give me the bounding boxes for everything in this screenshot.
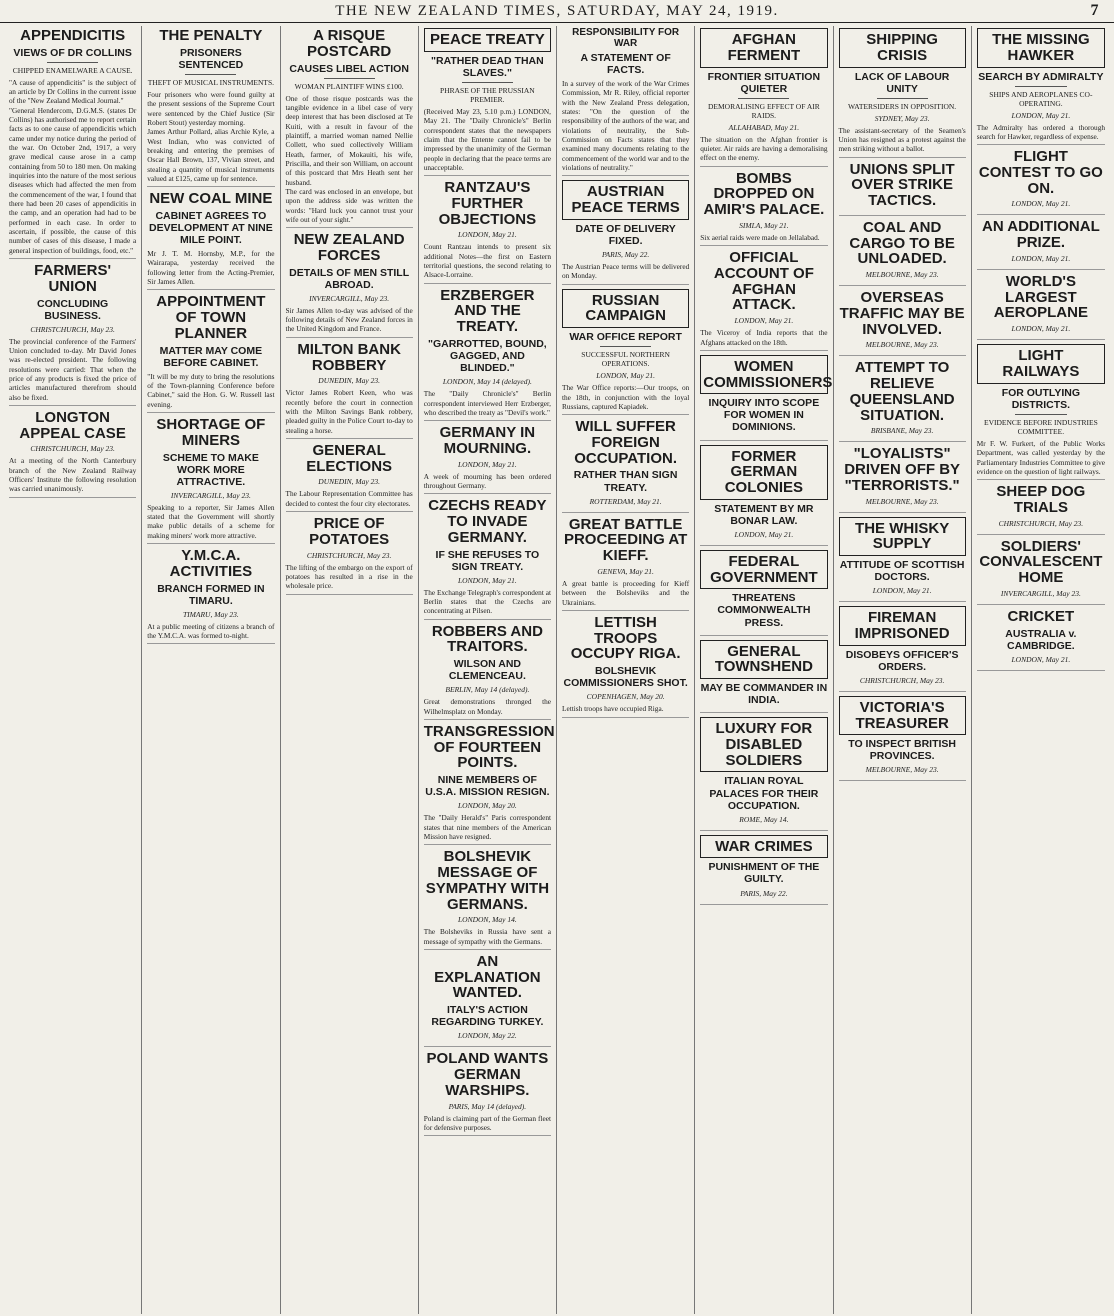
article — [562, 289, 689, 416]
divider — [1015, 86, 1066, 87]
divider — [324, 78, 375, 79]
article-subheading: WATERSIDERS IN OPPOSITION. — [848, 101, 957, 111]
article — [147, 191, 274, 290]
article-dateline: LONDON, May 21. — [457, 575, 517, 585]
masthead-title: THE NEW ZEALAND TIMES, SATURDAY, MAY 24, 1919. — [335, 2, 779, 19]
article — [700, 550, 827, 636]
article-dateline: LONDON, May 21. — [457, 230, 517, 240]
article — [562, 615, 689, 718]
article-paragraph: The "Daily Chronicle's" Berlin correspondent interviewed Herr Erzberger, who described the treaty as "Devil's work." — [423, 389, 551, 417]
article-headline: LIGHT RAILWAYS — [977, 344, 1105, 384]
article-headline: OFFICIAL ACCOUNT OF AFGHAN ATTACK. — [713, 249, 814, 314]
article — [700, 640, 827, 714]
article-deck: VIEWS OF DR COLLINS — [13, 46, 132, 59]
article-headline: APPENDICITIS — [20, 27, 126, 44]
article-headline: PRICE OF POTATOES — [309, 515, 390, 548]
article — [700, 717, 827, 830]
article-paragraph: Sir James Allen to-day was advised of the following details of New Zealand forces in the United Kingdom and France. — [285, 305, 413, 334]
article-deck: THREATENS COMMONWEALTH PRESS. — [717, 592, 811, 629]
article-paragraph: Four prisoners who were found guilty at the present sessions of the Supreme Court were sentenced by the Chief Justice (Sir Robert Stout) yesterday morning. — [147, 89, 275, 127]
column-6 — [695, 26, 833, 1314]
article-deck: WAR OFFICE REPORT — [569, 331, 682, 344]
article-paragraph: The Viceroy of India reports that the Afghans attacked on the 18th. — [700, 328, 828, 347]
article-dateline: LONDON, May 21. — [1011, 253, 1071, 263]
column-2 — [142, 26, 280, 1314]
column-3 — [281, 26, 419, 1314]
article-deck: MAY BE COMMANDER IN INDIA. — [700, 682, 828, 707]
article-paragraph: At a public meeting of citizens a branch of the Y.M.C.A. was formed to-night. — [147, 621, 275, 641]
article-headline: RESPONSIBILITY FOR WAR — [572, 27, 680, 49]
article-dateline: CHRISTCHURCH, May 23. — [30, 444, 115, 454]
article-deck: CONCLUDING BUSINESS. — [37, 297, 109, 322]
article-headline: THE MISSING HAWKER — [977, 28, 1105, 68]
article-headline: THE PENALTY — [159, 27, 263, 44]
article-dateline: LONDON, May 22. — [457, 1031, 517, 1041]
article — [424, 180, 551, 284]
article-deck: BOLSHEVIK COMMISSIONERS SHOT. — [563, 665, 688, 690]
article-deck: "RATHER DEAD THAN SLAVES." — [431, 54, 544, 79]
article-headline: THE WHISKY SUPPLY — [839, 517, 966, 557]
article-paragraph: The assistant-secretary of the Seamen's Union has resigned as a protest against the men striking without a ballot. — [838, 125, 966, 154]
article-headline: ATTEMPT TO RELIEVE QUEENSLAND SITUATION. — [849, 359, 955, 424]
article-paragraph: Six aerial raids were made on Jellalabad. — [700, 232, 820, 242]
article-paragraph: The Bolsheviks in Russia have sent a message of sympathy with the Germans. — [423, 927, 551, 946]
article-paragraph: Great demonstrations thronged the Wilhelmsplatz on Monday. — [423, 697, 551, 716]
article-deck: FOR OUTLYING DISTRICTS. — [1001, 386, 1081, 411]
article-deck: LACK OF LABOUR UNITY — [854, 70, 950, 95]
article-deck: INQUIRY INTO SCOPE FOR WOMEN IN DOMINIONS. — [708, 397, 820, 434]
article — [839, 162, 966, 216]
article — [424, 954, 551, 1047]
column-7 — [834, 26, 972, 1314]
article — [562, 180, 689, 284]
article-dateline: LONDON, May 21. — [1011, 324, 1071, 334]
article — [977, 28, 1105, 145]
article — [147, 548, 274, 644]
article-paragraph: Victor James Robert Keen, who was recently before the court in connection with the Milton Savings Bank robbery, pleaded guilty in the Police Court to-day to stealing a horse. — [285, 388, 413, 435]
article-dateline: MELBOURNE, May 23. — [865, 340, 939, 350]
masthead — [0, 0, 1114, 23]
article-headline: AUSTRIAN PEACE TERMS — [562, 180, 689, 220]
article-dateline: ALLAHABAD, May 21. — [728, 122, 800, 132]
article-paragraph: (Received May 23, 5.10 p.m.) LONDON, May 21. The "Daily Chronicle's" Berlin correspondent states that the newspapers claim that the Entente cannot fail to be impressed by the unanimity of the German people in declaring that the peace terms are unacceptable. — [423, 106, 551, 172]
article-paragraph: The provincial conference of the Farmers' Union concluded to-day. Mr David Jones was re-elected president. The following resolutions were carried: That when the price of any products is fixed the price of articles manufactured therefrom should also be fixed. — [9, 336, 137, 402]
article-dateline: LONDON, May 21. — [734, 529, 794, 539]
article-subheading: THEFT OF MUSICAL INSTRUMENTS. — [147, 77, 274, 87]
article — [424, 425, 551, 494]
article — [424, 288, 551, 421]
article-dateline: PARIS, May 22. — [601, 250, 650, 260]
article-headline: "LOYALISTS" DRIVEN OFF BY "TERRORISTS." — [844, 445, 961, 494]
article-dateline: CHRISTCHURCH, May 23. — [30, 324, 115, 334]
column-8 — [972, 26, 1110, 1314]
article-paragraph: James Arthur Pollard, alias Archie Kyle, a West Indian, who was convicted of breaking and entering the premises of Oscar Hall Brown, 137, Vivian street, and stealing a quantity of musical instruments valued at £125, came up for sentence. — [147, 127, 275, 183]
article-dateline: MELBOURNE, May 23. — [865, 496, 939, 506]
article-deck: WILSON AND CLEMENCEAU. — [448, 658, 526, 683]
article — [286, 28, 413, 228]
article-headline: GENERAL ELECTIONS — [306, 441, 393, 475]
article — [286, 443, 413, 512]
article — [423, 722, 555, 845]
article-subheading: PHRASE OF THE PRUSSIAN PREMIER. — [440, 85, 535, 104]
article-dateline: LONDON, May 20. — [457, 801, 517, 811]
article-headline: TRANSGRESSION OF FOURTEEN POINTS. — [423, 722, 555, 772]
article — [700, 445, 827, 546]
page-number: 7 — [1090, 2, 1100, 19]
article-paragraph: A week of mourning has been ordered throughout Germany. — [423, 471, 551, 490]
article-headline: Y.M.C.A. ACTIVITIES — [169, 547, 253, 580]
article-paragraph: The Admiralty has ordered a thorough search for Hawker, regardless of expense. — [976, 122, 1105, 141]
column-4 — [419, 26, 557, 1314]
article-dateline: PARIS, May 22. — [740, 888, 788, 898]
article-dateline: SYDNEY, May 23. — [874, 113, 930, 123]
divider — [1015, 414, 1066, 415]
article-deck: ATTITUDE OF SCOTTISH DOCTORS. — [839, 559, 965, 584]
article-headline: NEW COAL MINE — [149, 190, 273, 208]
article-dateline: LONDON, May 21. — [1011, 199, 1071, 209]
column-5 — [557, 26, 695, 1314]
article-headline: FARMERS' UNION — [34, 262, 112, 295]
article-dateline: PARIS, May 14 (delayed). — [448, 1101, 527, 1111]
article-deck: SEARCH BY ADMIRALTY — [978, 70, 1104, 83]
article-paragraph: Lettish troops have occupied Riga. — [562, 704, 664, 714]
article-subheading: DEMORALISING EFFECT OF AIR RAIDS. — [708, 101, 820, 120]
article — [700, 835, 827, 905]
article-paragraph: "It will be my duty to bring the resolutions of the Town-planning Conference before Cabinet," said the Hon. G. W. Russell last evening. — [147, 371, 275, 409]
article-headline: FIREMAN IMPRISONED — [839, 606, 966, 646]
article-dateline: DUNEDIN, May 23. — [318, 376, 380, 386]
article-paragraph: The card was enclosed in an envelope, but upon the address side was written the words: "Hard luck you cannot trust your wife out of your sight." — [285, 186, 413, 224]
article-headline: LUXURY FOR DISABLED SOLDIERS — [700, 717, 827, 772]
article — [839, 606, 966, 692]
article-deck: SCHEME TO MAKE WORK MORE ATTRACTIVE. — [162, 451, 259, 488]
article-headline: OVERSEAS TRAFFIC MAY BE INVOLVED. — [839, 289, 965, 338]
article-headline: POLAND WANTS GERMAN WARSHIPS. — [426, 1050, 549, 1099]
divider — [738, 98, 789, 99]
article — [977, 344, 1105, 480]
article — [839, 360, 966, 442]
article — [977, 219, 1105, 270]
article — [700, 355, 833, 441]
article-deck: IF SHE REFUSES TO SIGN TREATY. — [435, 548, 540, 573]
article-headline: ERZBERGER AND THE TREATY. — [440, 286, 535, 336]
article-deck: ITALIAN ROYAL PALACES FOR THEIR OCCUPATION. — [709, 775, 819, 812]
article — [700, 250, 827, 351]
article-headline: MILTON BANK ROBBERY — [297, 340, 401, 374]
article-headline: RANTZAU'S FURTHER OBJECTIONS — [438, 179, 537, 228]
article — [977, 484, 1105, 535]
article-dateline: TIMARU, May 23. — [182, 609, 239, 619]
article-deck: CAUSES LIBEL ACTION — [289, 62, 409, 75]
article — [562, 28, 689, 176]
article-dateline: LONDON, May 21. — [457, 459, 517, 469]
article — [977, 539, 1105, 605]
article-deck: MATTER MAY COME BEFORE CABINET. — [159, 344, 263, 369]
article-deck: "GARROTTED, BOUND, GAGGED, AND BLINDED." — [428, 337, 547, 375]
article-dateline: MELBOURNE, May 23. — [865, 270, 939, 280]
article-paragraph: The lifting of the embargo on the export of potatoes has resulted in a rise in the wholesale price. — [285, 562, 413, 591]
article — [977, 274, 1105, 340]
article-deck: AUSTRALIA v. CAMBRIDGE. — [1005, 627, 1077, 652]
article-paragraph: At a meeting of the North Canterbury branch of the New Zealand Railway Officers' Institute the following resolution was carried unanimously. — [9, 456, 137, 494]
article — [839, 696, 966, 782]
article-headline: SOLDIERS' CONVALESCENT HOME — [979, 537, 1103, 587]
article-paragraph: "A cause of appendicitis" is the subject of an article by Dr Collins in the current issue of the "New Zealand Medical Journal." — [9, 77, 137, 106]
article — [839, 290, 966, 356]
article-paragraph: Count Rantzau intends to present six additional Notes—the first on Eastern territorial questions, the second relating to Alsace-Lorraine. — [423, 242, 551, 280]
article — [286, 516, 413, 594]
article — [9, 410, 136, 498]
article-subheading: SHIPS AND AEROPLANES CO-OPERATING. — [989, 89, 1093, 108]
article-headline: FLIGHT CONTEST TO GO ON. — [978, 148, 1103, 197]
article-subheading: CHIPPED ENAMELWARE A CAUSE. — [12, 65, 133, 75]
article-paragraph: The situation on the Afghan frontier is quieter. Air raids are having a demoralising effect on the enemy. — [700, 134, 828, 163]
article-headline: GERMANY IN MOURNING. — [439, 424, 536, 457]
article-headline: AN EXPLANATION WANTED. — [434, 952, 541, 1002]
article-dateline: GENEVA, May 21. — [597, 566, 654, 576]
article-deck: ITALY'S ACTION REGARDING TURKEY. — [431, 1004, 544, 1029]
article-dateline: COPENHAGEN, May 20. — [586, 692, 665, 702]
article-dateline: MELBOURNE, May 23. — [865, 765, 939, 775]
article — [9, 263, 136, 406]
article-dateline: BERLIN, May 14 (delayed). — [445, 685, 530, 695]
article-headline: SHORTAGE OF MINERS — [156, 416, 266, 449]
article-dateline: CHRISTCHURCH, May 23. — [998, 518, 1084, 528]
article-headline: ROBBERS AND TRAITORS. — [431, 622, 543, 656]
article-headline: COAL AND CARGO TO BE UNLOADED. — [849, 218, 955, 268]
article-paragraph: The War Office reports:—Our troops, on the 18th, in conjunction with the loyal Russians, captured Kapiadek. — [562, 383, 690, 411]
article — [147, 417, 274, 544]
article-deck: RATHER THAN SIGN TREATY. — [573, 469, 678, 494]
article-deck: CABINET AGREES TO DEVELOPMENT AT NINE MILE POINT. — [149, 209, 273, 247]
article-dateline: LONDON, May 21. — [734, 316, 794, 326]
article — [9, 28, 136, 259]
article-headline: WILL SUFFER FOREIGN OCCUPATION. — [574, 418, 678, 467]
article-dateline: ROME, May 14. — [739, 814, 789, 824]
article-paragraph: Mr J. T. M. Hornsby, M.P., for the Wairarapa, yesterday received the following letter from the Acting-Premier, Sir James Allen. — [147, 249, 275, 287]
column-1 — [4, 26, 142, 1314]
article-headline: LETTISH TROOPS OCCUPY RIGA. — [570, 613, 681, 663]
article — [424, 28, 551, 176]
article-headline: NEW ZEALAND FORCES — [293, 231, 405, 264]
article-headline: SHEEP DOG TRIALS — [996, 483, 1086, 516]
article-dateline: LONDON, May 14 (delayed). — [442, 377, 532, 387]
article-dateline: LONDON, May 14. — [457, 915, 517, 925]
article-headline: FORMER GERMAN COLONIES — [700, 445, 827, 500]
article-dateline: CHRISTCHURCH, May 23. — [306, 550, 392, 560]
article-paragraph: The "Daily Herald's" Paris correspondent states that nine members of the American Mission have resigned. — [423, 813, 551, 841]
article — [286, 232, 413, 338]
article — [424, 1051, 551, 1136]
article-paragraph: A great battle is proceeding for Kieff between the Bolsheviks and the Ukrainians. — [562, 578, 690, 607]
article — [839, 446, 966, 512]
article-dateline: INVERCARGILL, May 23. — [1000, 588, 1081, 598]
article-paragraph: The Austrian Peace terms will be delivered on Monday. — [562, 262, 690, 281]
article-dateline: LONDON, May 21. — [1011, 110, 1071, 120]
article-headline: GREAT BATTLE PROCEEDING AT KIEFF. — [563, 515, 688, 565]
article-dateline: LONDON, May 21. — [872, 586, 932, 596]
article-headline: GENERAL TOWNSHEND — [700, 640, 827, 680]
article-dateline: BRISBANE, May 23. — [870, 426, 934, 436]
article-paragraph: Speaking to a reporter, Sir James Allen stated that the Government will shortly make public details of a scheme for making miners' work more attractive. — [147, 502, 275, 540]
article — [839, 517, 966, 603]
article-dateline: INVERCARGILL, May 23. — [170, 490, 251, 500]
article — [147, 28, 274, 187]
article-headline: CRICKET — [1007, 607, 1075, 625]
article-headline: UNIONS SPLIT OVER STRIKE TACTICS. — [849, 160, 955, 210]
article-dateline: ROTTERDAM, May 21. — [589, 496, 662, 506]
article-deck: TO INSPECT BRITISH PROVINCES. — [848, 738, 956, 763]
article — [562, 517, 689, 611]
article-paragraph: Poland is claiming part of the German fleet for defensive purposes. — [423, 1113, 551, 1132]
article-paragraph: One of those risque postcards was the tangible evidence in a libel case of very deep interest that has been disclosed at Te Kuiti, with a result in favour of the plaintiff, a married woman named Nellie Collett, who sued collectively William Heath, farmer, of Mokauiti, his wife, Priscilla, and their son William, on account of this postcard that Mrs Heath sent her husband. — [285, 93, 413, 187]
divider — [47, 62, 98, 63]
article — [147, 294, 274, 413]
article-deck: DATE OF DELIVERY FIXED. — [575, 222, 676, 247]
divider — [462, 82, 513, 83]
article — [424, 624, 551, 720]
article-deck: A STATEMENT OF FACTS. — [580, 52, 671, 77]
article-headline: WORLD'S LARGEST AEROPLANE — [993, 272, 1088, 322]
article-paragraph: The Exchange Telegraph's correspondent at Berlin states that the Czechs are concentrating at Pilsen. — [423, 587, 551, 616]
article-headline: SHIPPING CRISIS — [839, 28, 966, 68]
article — [424, 849, 551, 950]
article-deck: NINE MEMBERS OF U.S.A. MISSION RESIGN. — [425, 774, 550, 799]
article — [839, 28, 966, 158]
article-deck: BRANCH FORMED IN TIMARU. — [157, 582, 265, 607]
divider — [600, 346, 651, 347]
article-subheading: SUCCESSFUL NORTHERN OPERATIONS. — [581, 350, 670, 369]
article-deck: FRONTIER SITUATION QUIETER — [707, 70, 821, 95]
article-deck: STATEMENT BY MR BONAR LAW. — [714, 502, 814, 527]
article-headline: RUSSIAN CAMPAIGN — [562, 289, 689, 329]
article — [977, 149, 1105, 215]
article-headline: WAR CRIMES — [700, 835, 827, 859]
article-headline: BOLSHEVIK MESSAGE OF SYMPATHY WITH GERMANS. — [425, 848, 550, 913]
article-deck: DETAILS OF MEN STILL ABROAD. — [289, 266, 410, 291]
divider — [185, 74, 236, 75]
article-paragraph: "General Hendercom, D.G.M.S. (states Dr Collins) has authorised me to report certain facts as to one cause of appendicitis which came under my notice during the period of the war. On October 2nd, 1917, a very grave medical cause arose in a camp containing from 50 to 180 men. On making inquiries into the nature of the most serious diseases which had affected the men from the commencement of the war, I found that there had been 20 cases of appendicitis in the camp, and an operation had had to be performed in each case. In order to ascertain, if possible, the cause of this number of cases of this disease, I made a general inspection of buildings, food, etc." — [9, 105, 137, 255]
article-dateline: CHRISTCHURCH, May 23. — [859, 675, 945, 685]
article — [562, 419, 689, 512]
article-deck: PUNISHMENT OF THE GUILTY. — [708, 861, 820, 886]
article — [839, 220, 966, 286]
newspaper-columns — [4, 26, 1110, 1314]
article-headline: AN ADDITIONAL PRIZE. — [981, 218, 1100, 252]
article-dateline: DUNEDIN, May 23. — [318, 477, 380, 487]
article — [424, 498, 551, 619]
article-headline: WOMEN COMMISSIONERS — [700, 355, 827, 395]
divider — [877, 98, 928, 99]
article-subheading: WOMAN PLAINTIFF WINS £100. — [294, 81, 404, 91]
article-paragraph: The Labour Representation Committee has decided to contest the four city electorates. — [285, 489, 413, 508]
article-deck: PRISONERS SENTENCED — [178, 46, 244, 71]
article-headline: FEDERAL GOVERNMENT — [700, 550, 827, 590]
article-subheading: EVIDENCE BEFORE INDUSTRIES COMMITTEE. — [984, 417, 1098, 436]
article-headline: CZECHS READY TO INVADE GERMANY. — [428, 497, 547, 546]
article-headline: VICTORIA'S TREASURER — [839, 696, 966, 736]
article — [700, 28, 827, 167]
article-deck: DISOBEYS OFFICER'S ORDERS. — [845, 648, 959, 673]
article — [286, 342, 413, 439]
article-dateline: LONDON, May 21. — [1011, 654, 1071, 664]
article — [700, 171, 827, 247]
article-dateline: INVERCARGILL, May 23. — [309, 293, 390, 303]
article — [977, 609, 1105, 671]
article-headline: LONGTON APPEAL CASE — [19, 408, 126, 442]
article-headline: A RISQUE POSTCARD — [307, 27, 392, 60]
article-dateline: LONDON, May 21. — [596, 371, 655, 381]
article-headline: AFGHAN FERMENT — [700, 28, 827, 68]
article-headline: BOMBS DROPPED ON AMIR'S PALACE. — [703, 169, 825, 219]
article-paragraph: In a survey of the work of the War Crimes Commission, Mr R. Riley, official reporter with the New Zealand Press delegation, states: "On the question of the responsibility of the authors of the war, and violations of neutrality, the Sub-Commission on Facts states that they examined many documents relating to the commencement of the world war and to the violations of neutrality." — [562, 79, 690, 173]
article-headline: PEACE TREATY — [424, 28, 551, 52]
article-headline: APPOINTMENT OF TOWN PLANNER — [156, 293, 266, 342]
article-paragraph: Mr F. W. Furkert, of the Public Works Department, was called yesterday by the Parliamentary Industries Committee to give evidence on the question of light railways. — [976, 438, 1105, 476]
article-dateline: SIMLA, May 21. — [739, 220, 789, 230]
